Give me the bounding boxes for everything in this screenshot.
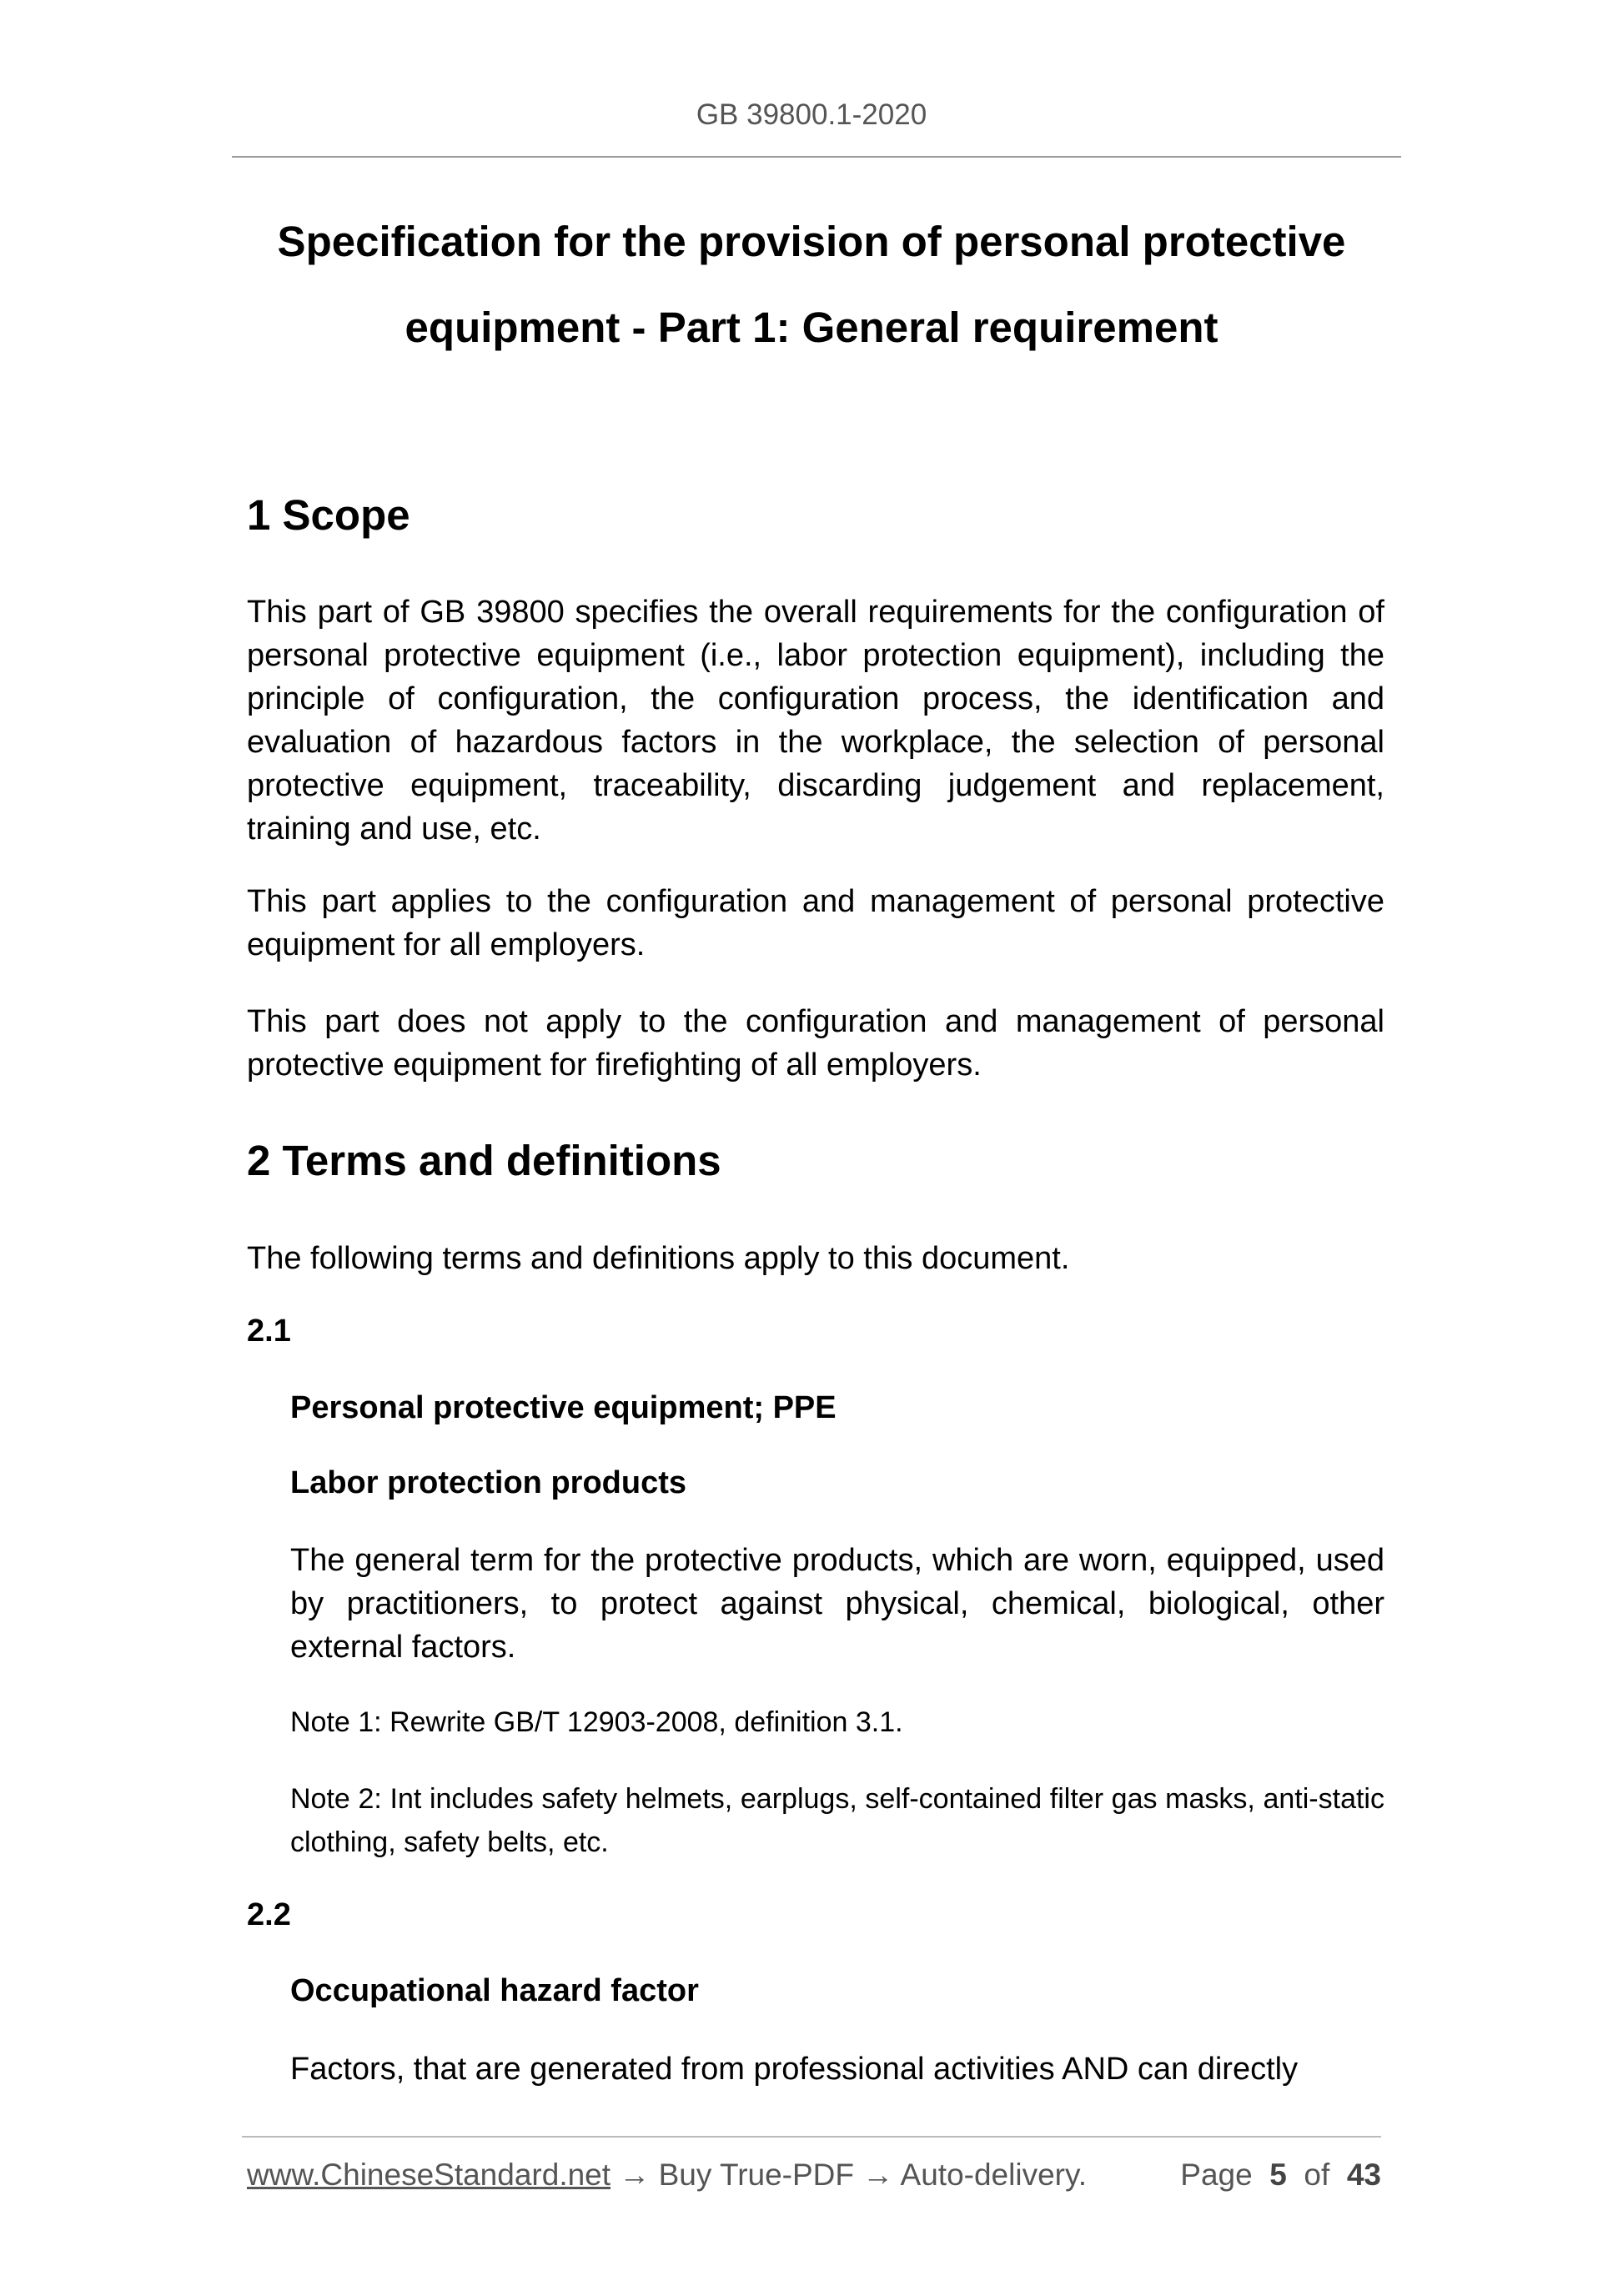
document-title-line1: Specification for the provision of personal protective [277, 218, 1346, 265]
page-label: Page [1180, 2158, 1253, 2192]
term-labor-protection-products: Labor protection products [290, 1465, 686, 1500]
arrow-right-icon: → [862, 2158, 894, 2192]
terms-intro: The following terms and definitions apply to this document. [247, 1241, 1070, 1276]
definition-2-2: Factors, that are generated from professional activities AND can directly [290, 2052, 1299, 2087]
page-of-label: of [1304, 2158, 1330, 2192]
clause-2-2-number: 2.2 [247, 1897, 291, 1932]
website-link[interactable]: www.ChineseStandard.net [247, 2158, 611, 2192]
header-divider [232, 156, 1401, 158]
term-ppe: Personal protective equipment; PPE [290, 1390, 837, 1425]
page-footer [247, 2158, 1381, 2193]
auto-delivery-text: Auto-delivery. [900, 2158, 1088, 2192]
document-title [200, 198, 1423, 370]
note-2-1-2: Note 2: Int includes safety helmets, earplugs, self-contained filter gas masks, anti-static clothing, safety belts, etc. [290, 1783, 1384, 1858]
document-title-line2: equipment - Part 1: General requirement [404, 304, 1219, 351]
section-1-heading: 1 Scope [247, 491, 410, 539]
page-current: 5 [1269, 2158, 1287, 2192]
page-total: 43 [1346, 2158, 1381, 2192]
term-occupational-hazard-factor: Occupational hazard factor [290, 1973, 699, 2008]
note-2-1-1: Note 1: Rewrite GB/T 12903-2008, definition 3.1. [290, 1706, 903, 1738]
standard-id: GB 39800.1-2020 [696, 98, 927, 131]
page-number [1180, 2158, 1381, 2193]
footer-divider [242, 2136, 1381, 2138]
definition-2-1: The general term for the protective products, which are worn, equipped, used by practitioners, to protect against physical, chemical, biological, other external factors. [290, 1543, 1384, 1665]
arrow-right-icon: → [619, 2158, 651, 2192]
clause-2-1-number: 2.1 [247, 1314, 291, 1349]
scope-paragraph-3: This part does not apply to the configuration and management of personal protective equipment for firefighting of all employers. [247, 1004, 1384, 1083]
page-header [0, 98, 1623, 132]
scope-paragraph-2: This part applies to the configuration and management of personal protective equipment for all employers. [247, 884, 1384, 962]
buy-true-pdf-text: Buy True-PDF [658, 2158, 855, 2192]
scope-paragraph-1: This part of GB 39800 specifies the overall requirements for the configuration of personal protective equipment (i.e., labor protection equipment), including the principle of configuration, the configuration process, the identification and evaluation of hazardous factors in the workplace, the selection of personal protective equipment, traceability, discarding judgement and replacement, training and use, etc. [247, 595, 1384, 847]
section-2-heading: 2 Terms and definitions [247, 1137, 721, 1184]
